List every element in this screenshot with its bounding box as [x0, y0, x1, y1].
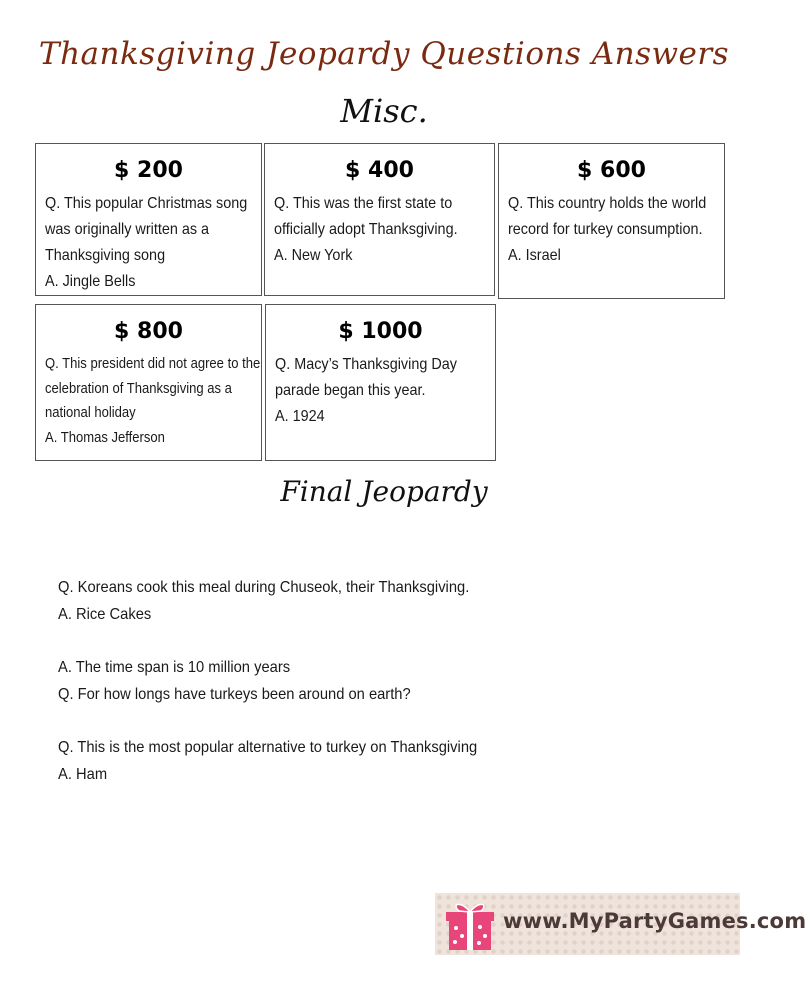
page-title: Thanksgiving Jeopardy Questions Answers: [38, 36, 730, 72]
card-800: [35, 304, 262, 461]
final-line: Q. For how longs have turkeys been around on earth?: [58, 686, 411, 703]
site-url: www.MyPartyGames.com: [503, 909, 806, 933]
card-answer: A. Israel: [508, 247, 561, 264]
card-answer: A. Jingle Bells: [45, 273, 136, 290]
final-line: Q. This is the most popular alternative to turkey on Thanksgiving: [58, 739, 478, 756]
card-answer: A. Thomas Jefferson: [45, 429, 165, 446]
card-amount: $ 400: [345, 158, 414, 183]
final-line: Q. Koreans cook this meal during Chuseok, their Thanksgiving.: [58, 579, 470, 596]
card-question: Q. Macy’s Thanksgiving Day parade began this year.: [275, 356, 457, 399]
card-1000: [265, 304, 496, 461]
card-200: [35, 143, 262, 296]
card-amount: $ 1000: [338, 319, 423, 344]
final-item: [58, 574, 698, 628]
card-answer: A. New York: [274, 247, 353, 264]
card-amount: $ 200: [114, 158, 183, 183]
category-title: Misc.: [340, 92, 428, 130]
card-question: Q. This president did not agree to the celebration of Thanksgiving as a national holiday: [45, 356, 261, 421]
card-answer: A. 1924: [275, 408, 325, 425]
final-item: [58, 734, 698, 788]
final-line: A. Ham: [58, 766, 108, 783]
final-jeopardy-list: [58, 574, 698, 814]
card-amount: $ 600: [577, 158, 646, 183]
card-question: Q. This popular Christmas song was originally written as a Thanksgiving song: [45, 195, 248, 264]
final-line: A. The time span is 10 million years: [58, 659, 291, 676]
card-400: [264, 143, 495, 296]
card-600: [498, 143, 725, 299]
footer-banner: [435, 893, 806, 955]
card-question: Q. This was the first state to officially adopt Thanksgiving.: [274, 195, 458, 238]
final-line: A. Rice Cakes: [58, 606, 152, 623]
card-amount: $ 800: [114, 319, 183, 344]
gift-icon: [443, 898, 497, 952]
final-jeopardy-title: Final Jeopardy: [280, 475, 488, 508]
card-question: Q. This country holds the world record for turkey consumption.: [508, 195, 707, 238]
final-item: [58, 654, 698, 708]
